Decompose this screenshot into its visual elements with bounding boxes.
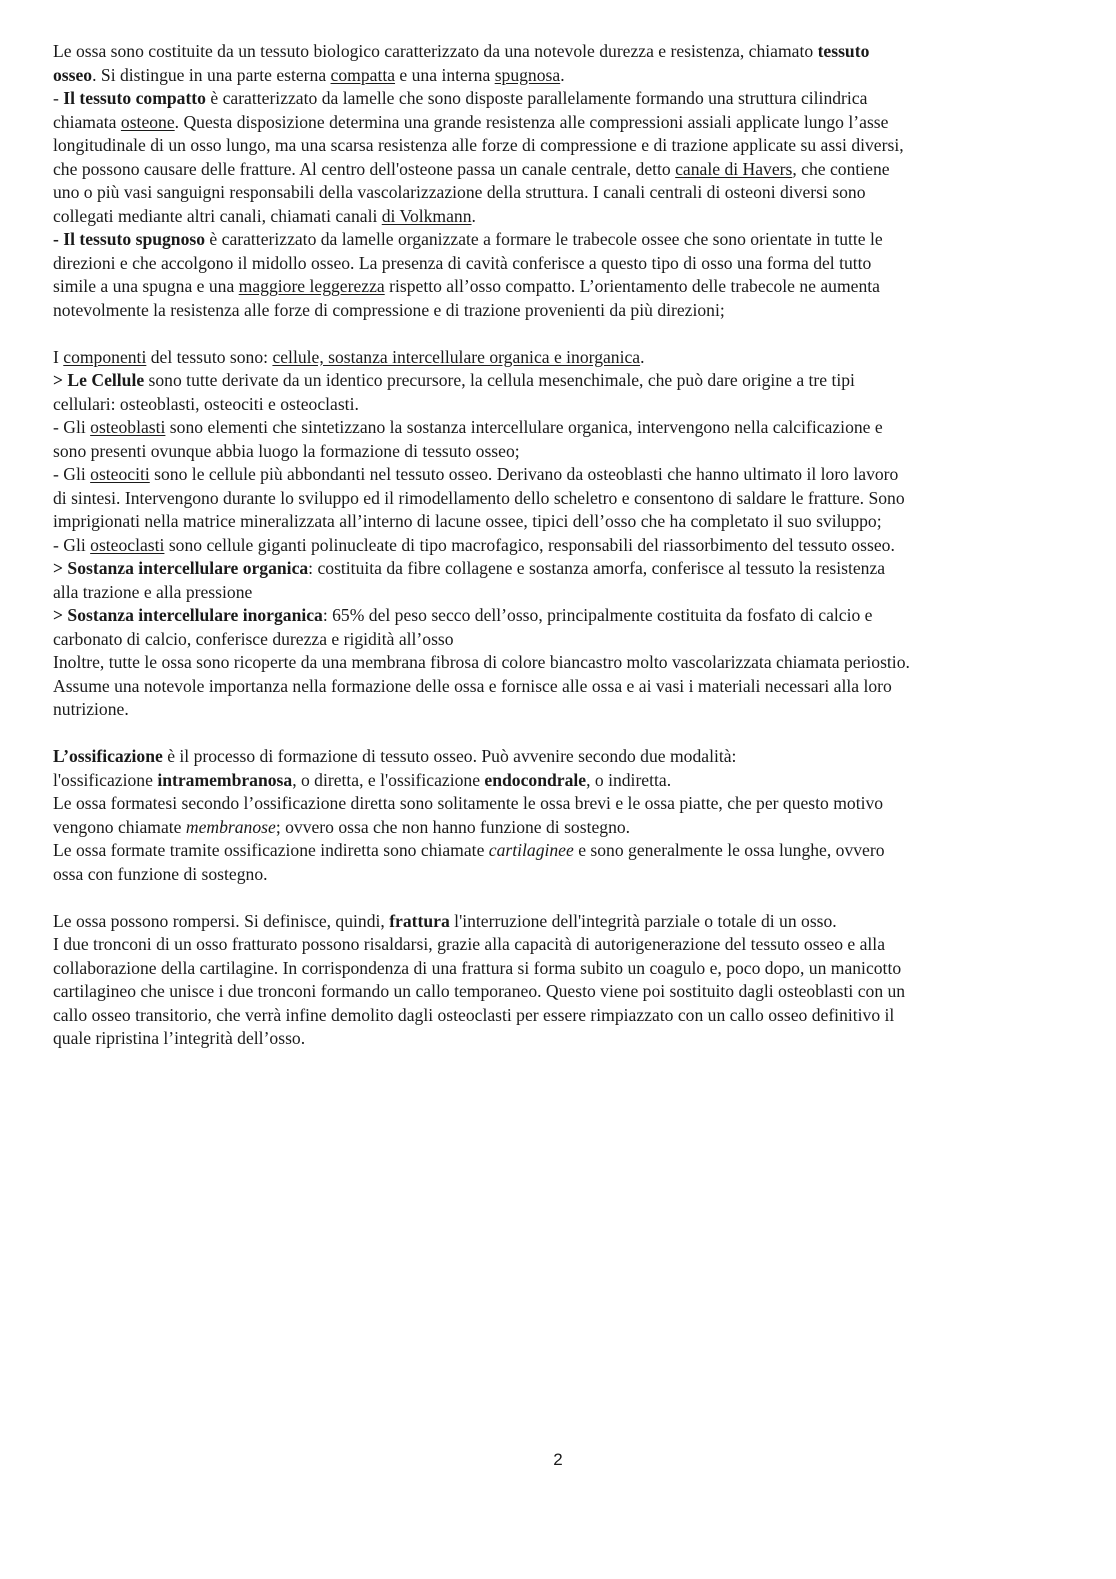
text-line: sono presenti ovunque abbia luogo la formazione di tessuto osseo; — [53, 440, 520, 461]
text: , o indiretta. — [586, 769, 672, 790]
bold-term: intramembranosa — [157, 769, 293, 790]
text-line: uno o più vasi sanguigni responsabili della vascolarizzazione della struttura. I canali centrali di osteoni diversi sono — [53, 182, 866, 202]
text-line: longitudinale di un osso lungo, ma una scarsa resistenza alle forze di compressione e di trazione applicate su assi diversi, — [53, 135, 904, 155]
text-line: Le ossa formatesi secondo l’ossificazione diretta sono solitamente le ossa brevi e le ossa piatte, che per questo motivo — [53, 793, 884, 813]
osteoblasti-paragraph — [53, 416, 1058, 463]
text: . — [560, 64, 565, 85]
text: - Gli — [53, 417, 91, 437]
osteoclasti-paragraph — [53, 534, 1058, 558]
text-line: di sintesi. Intervengono durante lo sviluppo ed il rimodellamento dello scheletro e consentono di saldare le fratture. Sono — [53, 487, 905, 508]
underlined-term: maggiore leggerezza — [238, 276, 385, 296]
bold-term: frattura — [389, 910, 450, 931]
italic-term: membranose — [185, 816, 276, 837]
text: è caratterizzato da lamelle organizzate a formare le trabecole ossee che sono orientate in tutte le — [205, 229, 883, 249]
text: sono tutte derivate da un identico precursore, la cellula mesenchimale, che può dare origine a tre tipi — [144, 370, 855, 390]
text-line: direzioni e che accolgono il midollo osseo. La presenza di cavità conferisce a questo tipo di osso una forma del tutto — [53, 252, 872, 273]
text: sono cellule giganti polinucleate di tipo macrofagico, responsabili del riassorbimento del tessuto osseo. — [164, 534, 895, 555]
bold-term: osseo — [53, 64, 93, 85]
text: sono le cellule più abbondanti nel tessuto osseo. Derivano da osteoblasti che hanno ultimato il loro lavoro — [149, 464, 899, 484]
text: e una interna — [395, 64, 495, 85]
text: simile a una spugna e una — [53, 276, 239, 296]
text-line: carbonato di calcio, conferisce durezza e rigidità all’osso — [53, 628, 454, 649]
bold-term: tessuto — [817, 41, 870, 61]
text-line: alla trazione e alla pressione — [53, 581, 253, 602]
paragraph-gap — [53, 886, 1058, 910]
text: è caratterizzato da lamelle che sono disposte parallelamente formando una struttura cilindrica — [205, 88, 868, 108]
text: Le ossa formate tramite ossificazione indiretta sono chiamate — [53, 840, 489, 860]
cellule-paragraph — [53, 369, 1058, 416]
text-line: imprigionati nella matrice mineralizzata all’interno di lacune ossee, tipici dell’osso che ha completato il suo sviluppo; — [53, 511, 882, 531]
text: è il processo di formazione di tessuto osseo. Può avvenire secondo due modalità: — [162, 746, 737, 766]
componenti-paragraph — [53, 346, 1058, 370]
inorganica-paragraph — [53, 604, 1058, 651]
text-line: ossa con funzione di sostegno. — [53, 863, 268, 884]
text: chiamata — [53, 111, 121, 132]
underlined-term: osteociti — [90, 464, 150, 484]
text-line: callo osseo transitorio, che verrà infine demolito dagli osteoclasti per essere rimpiazzato con un callo osseo definitivo il — [53, 1004, 895, 1025]
document-page — [53, 40, 1058, 1051]
spugnoso-paragraph — [53, 228, 1058, 322]
text: sono elementi che sintetizzano la sostanza intercellulare organica, intervengono nella calcificazione e — [165, 417, 883, 437]
bold-term: - Il tessuto spugnoso — [53, 229, 206, 249]
bold-term: L’ossificazione — [53, 746, 163, 766]
text: Le ossa possono rompersi. Si definisce, quindi, — [53, 910, 390, 931]
text: che possono causare delle fratture. Al centro dell'osteone passa un canale centrale, detto — [53, 158, 676, 179]
text: vengono chiamate — [53, 816, 186, 837]
text: collegati mediante altri canali, chiamati canali — [53, 205, 382, 226]
text: l'interruzione dell'integrità parziale o totale di un osso. — [449, 910, 837, 931]
osteociti-paragraph — [53, 463, 1058, 534]
text: . Si distingue in una parte esterna — [92, 64, 331, 85]
text-line: notevolmente la resistenza alle forze di compressione e di trazione provenienti da più direzioni; — [53, 299, 725, 320]
text-line: I due tronconi di un osso fratturato possono risaldarsi, grazie alla capacità di autorigenerazione del tessuto osseo e alla — [53, 934, 886, 954]
bold-term: endocondrale — [484, 769, 587, 790]
text: del tessuto sono: — [146, 346, 273, 367]
text-line: cartilagineo che unisce i due tronconi formando un callo temporaneo. Questo viene poi sostituito dagli osteoblasti con un — [53, 981, 906, 1001]
underlined-term: compatta — [330, 64, 396, 85]
text: , che contiene — [792, 158, 890, 179]
underlined-term: osteoblasti — [90, 417, 166, 437]
text-line: quale ripristina l’integrità dell’osso. — [53, 1028, 306, 1048]
underlined-term: di Volkmann — [381, 205, 472, 226]
underlined-term: osteoclasti — [90, 534, 165, 555]
text: : costituita da fibre collagene e sostanza amorfa, conferisce al tessuto la resistenza — [308, 558, 886, 578]
text-line: Assume una notevole importanza nella formazione delle ossa e fornisce alle ossa e ai vasi i materiali necessari alla loro — [53, 675, 892, 696]
paragraph-gap — [53, 722, 1058, 746]
text: - Gli — [53, 464, 91, 484]
text-line: cellulari: osteoblasti, osteociti e osteoclasti. — [53, 393, 359, 414]
bold-term: > Sostanza intercellulare organica — [53, 558, 309, 578]
italic-term: cartilaginee — [488, 840, 574, 860]
text-line: nutrizione. — [53, 699, 129, 719]
page-number: 2 — [553, 1450, 563, 1469]
bold-term: > Le Cellule — [53, 370, 145, 390]
text: Le ossa sono costituite da un tessuto biologico caratterizzato da una notevole durezza e resistenza, chiamato — [53, 41, 818, 61]
text-line: Inoltre, tutte le ossa sono ricoperte da una membrana fibrosa di colore biancastro molto vascolarizzata chiamata periostio. — [53, 652, 910, 672]
underlined-term: spugnosa — [494, 64, 561, 85]
frattura-paragraph — [53, 910, 1058, 1051]
text: . — [471, 205, 476, 226]
text: I — [53, 346, 64, 367]
text: : 65% del peso secco dell’osso, principalmente costituita da fosfato di calcio e — [322, 605, 873, 625]
text: l'ossificazione — [53, 769, 158, 790]
paragraph-gap — [53, 322, 1058, 346]
underlined-term: cellule, sostanza intercellulare organica e inorganica — [272, 346, 641, 367]
text: . — [640, 346, 645, 367]
bold-term: > Sostanza intercellulare inorganica — [53, 605, 323, 625]
text: ; ovvero ossa che non hanno funzione di sostegno. — [275, 816, 631, 837]
bold-term: Il tessuto compatto — [63, 88, 206, 108]
intro-paragraph — [53, 40, 1058, 87]
text-line: collaborazione della cartilagine. In corrispondenza di una frattura si forma subito un coagulo e, poco dopo, un manicotto — [53, 957, 902, 978]
organica-paragraph — [53, 557, 1058, 604]
text: , o diretta, e l'ossificazione — [292, 769, 485, 790]
text: . Questa disposizione determina una grande resistenza alle compressioni assiali applicate lungo l’asse — [174, 111, 889, 132]
underlined-term: osteone — [120, 111, 175, 132]
periostio-paragraph — [53, 651, 1058, 722]
text: - — [53, 88, 64, 108]
ossificazione-paragraph — [53, 745, 1058, 886]
underlined-term: componenti — [63, 346, 147, 367]
text: rispetto all’osso compatto. L’orientamento delle trabecole ne aumenta — [384, 276, 880, 296]
text: e sono generalmente le ossa lunghe, ovvero — [573, 840, 885, 860]
text: - Gli — [53, 534, 91, 555]
compatto-paragraph — [53, 87, 1058, 228]
underlined-term: canale di Havers — [675, 158, 793, 179]
